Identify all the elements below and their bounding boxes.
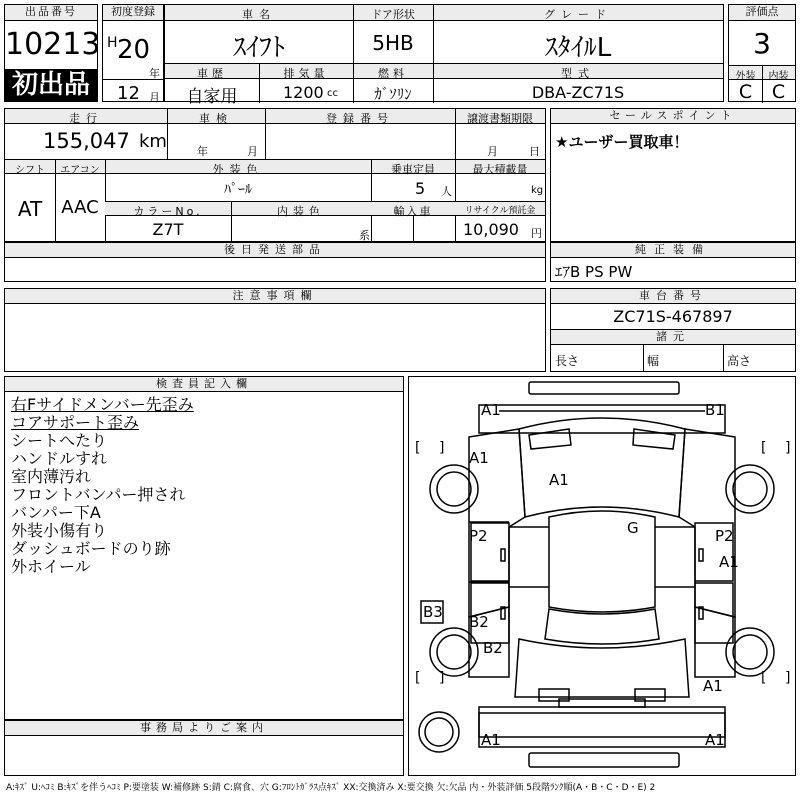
exterior-color-label: 外装色 <box>212 163 264 176</box>
interior-color-unit: 系 <box>359 229 370 242</box>
svg-text:]: ] <box>785 670 791 686</box>
grade: ｽﾀｲﾙL <box>544 33 612 63</box>
interior-label: 内装 <box>768 71 789 82</box>
transfer-day-unit: 日 <box>529 145 540 158</box>
svg-text:]: ] <box>439 440 445 456</box>
length-label: 長さ <box>555 354 580 368</box>
inspection-month-unit: 月 <box>247 145 258 158</box>
chassis-number: ZC71S-467897 <box>613 307 733 326</box>
shift-type: AT <box>17 197 43 221</box>
vehicle-detail-box <box>4 108 546 242</box>
listing-number: 10213 <box>5 27 101 62</box>
transfer-deadline-label: 譲渡書類期限 <box>467 112 533 125</box>
equipment-label: 純正装備 <box>551 243 795 258</box>
damage-mark: P2 <box>469 527 488 545</box>
reg-year: 20 <box>117 35 151 65</box>
sales-point-box <box>550 108 796 242</box>
score-box <box>728 4 796 102</box>
damage-mark: A1 <box>481 731 501 749</box>
damage-mark: B3 <box>423 603 443 621</box>
car-name-label: 車名 <box>242 8 276 21</box>
damage-mark: A1 <box>719 553 739 571</box>
vehicle-info-box <box>164 4 724 107</box>
door-type: 5HB <box>372 31 414 55</box>
recycle-fee-unit: 円 <box>531 227 542 240</box>
damage-mark: G <box>627 519 639 537</box>
damage-mark: B2 <box>469 613 489 631</box>
listing-number-box <box>4 4 101 102</box>
exterior-color: ﾊﾟｰﾙ <box>224 182 252 198</box>
remark-line: フロントバンパー押され <box>11 485 186 504</box>
sales-point: ★ユーザー買取車！ <box>555 133 689 151</box>
damage-mark: B2 <box>483 639 503 657</box>
equipment: ｴｱB PS PW <box>555 263 633 281</box>
remark-line: シートへたり <box>11 431 108 450</box>
svg-text:[: [ <box>761 440 767 456</box>
chassis-label: 車台番号 <box>551 289 795 304</box>
office-notice-label: 事務局よりご案内 <box>5 721 403 736</box>
era: H <box>107 35 118 51</box>
capacity: 5 <box>415 179 426 198</box>
interior-color-label: 内装色 <box>277 205 325 218</box>
damage-mark: A1 <box>703 677 723 695</box>
exterior-label: 外装 <box>735 71 756 82</box>
chassis-box <box>550 288 796 372</box>
sales-point-label: セールスポイント <box>551 109 795 124</box>
fuel-label: 燃料 <box>378 67 408 80</box>
inspection-label: 車検 <box>199 112 233 125</box>
ac-type: AAC <box>61 197 99 218</box>
damage-mark: A1 <box>481 401 501 419</box>
svg-text:[: [ <box>761 670 767 686</box>
displacement-unit: cc <box>327 88 338 99</box>
mileage: 155,047 <box>43 129 130 153</box>
model-label: 型式 <box>561 67 595 80</box>
color-number: Z7T <box>152 220 184 239</box>
inspection-year-unit: 年 <box>197 145 208 158</box>
interior-grade: C <box>771 81 786 103</box>
displacement: 1200 <box>283 83 324 102</box>
max-load-label: 最大積載量 <box>472 163 528 176</box>
remark-line: バンパー下A <box>11 503 101 522</box>
dimensions-label: 諸元 <box>551 330 795 345</box>
capacity-unit: 人 <box>441 185 452 198</box>
svg-text:[: [ <box>415 670 421 686</box>
equipment-box <box>550 242 796 282</box>
remark-line: 右Fサイドメンバー先歪み <box>11 395 194 414</box>
first-registration-label: 初度登録 <box>103 5 163 21</box>
damage-mark: A1 <box>469 449 489 467</box>
ac-label: エアコン <box>60 165 100 176</box>
first-listing-badge: 初出品 <box>5 69 97 102</box>
svg-text:]: ] <box>439 670 445 686</box>
score-label: 評価点 <box>729 5 795 21</box>
history-label: 車歴 <box>197 67 227 80</box>
import-label: 輸入車 <box>393 205 433 218</box>
displacement-label: 排気量 <box>283 67 329 80</box>
remark-line: 外装小傷有り <box>11 521 108 540</box>
first-registration-box <box>102 4 164 102</box>
door-label: ドア形状 <box>371 8 415 21</box>
recycle-label: リサイクル預託金 <box>464 206 536 216</box>
inspector-remarks-label: 検査員記入欄 <box>5 377 403 392</box>
year-unit: 年 <box>149 67 160 80</box>
svg-text:[: [ <box>415 440 421 456</box>
damage-mark: P2 <box>715 527 734 545</box>
car-outline-diagram <box>409 377 795 775</box>
max-load-unit: kg <box>531 185 544 196</box>
remark-line: 室内薄汚れ <box>11 467 92 486</box>
capacity-label: 乗車定員 <box>391 163 435 176</box>
damage-mark: A1 <box>549 471 569 489</box>
shift-label: シフト <box>15 165 45 176</box>
grade-label: グレード <box>544 8 612 21</box>
exterior-grade: C <box>738 81 753 103</box>
registration-number-label: 登録番号 <box>326 112 394 125</box>
recycle-fee: 10,090 <box>463 220 519 239</box>
mileage-label: 走行 <box>69 112 103 125</box>
damage-legend: A:ｷｽﾞ U:ﾍｺﾐ B:ｷｽﾞを伴うﾍｺﾐ P:要塗装 W:補修跡 S:錆 C:腐食、穴 G:ﾌﾛﾝﾄｶﾞﾗｽ点ｷｽﾞ XX:交換済み X:要交換 欠:欠品 内・外装評価 5段階ﾗﾝｸ順(A・B・C・D・E) 2 <box>6 783 656 793</box>
caution-label: 注意事項欄 <box>5 289 545 304</box>
listing-number-label: 出品番号 <box>5 5 97 21</box>
remark-line: ハンドルすれ <box>11 449 108 468</box>
later-parts-box <box>4 242 546 282</box>
remark-line: ダッシュボードのり跡 <box>11 539 171 558</box>
inspector-remarks-box <box>4 376 404 720</box>
remark-line: 外ホイール <box>11 557 91 576</box>
damage-mark: B1 <box>705 401 725 419</box>
later-parts-label: 後日発送部品 <box>5 243 545 258</box>
color-number-label: カラーNo. <box>133 205 203 218</box>
model-code: DBA-ZC71S <box>531 83 625 102</box>
transfer-month-unit: 月 <box>487 145 498 158</box>
month-unit: 月 <box>149 91 160 104</box>
fuel-type: ｶﾞｿﾘﾝ <box>374 85 412 103</box>
caution-box <box>4 288 546 372</box>
mileage-unit: km <box>139 131 167 152</box>
overall-score: 3 <box>753 27 771 60</box>
width-label: 幅 <box>647 354 660 368</box>
office-notice-box <box>4 720 404 776</box>
remark-line: コアサポート歪み <box>11 413 140 432</box>
vehicle-history: 自家用 <box>186 87 238 107</box>
damage-mark: A1 <box>705 731 725 749</box>
height-label: 高さ <box>727 354 752 368</box>
car-name: ｽｲﾌﾄ <box>232 33 285 63</box>
damage-diagram <box>408 376 796 776</box>
svg-text:]: ] <box>785 440 791 456</box>
reg-month: 12 <box>117 83 140 104</box>
